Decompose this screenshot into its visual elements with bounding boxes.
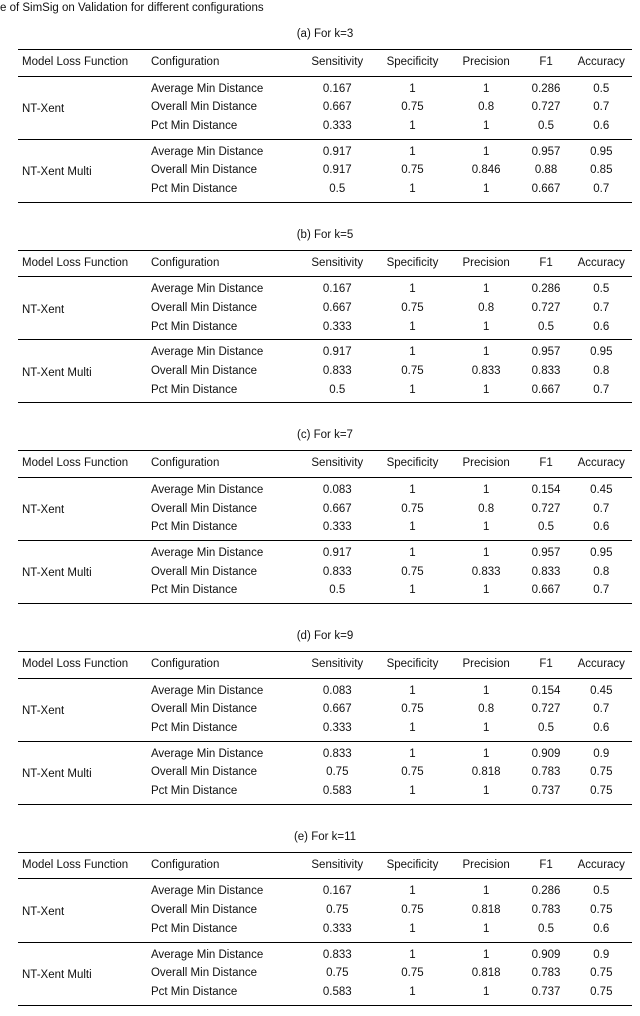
column-header: Sensitivity (311, 457, 364, 470)
column-header: Accuracy (577, 56, 625, 68)
value-cell: 1 (482, 547, 490, 560)
configuration-cell: Overall Min Distance (150, 904, 258, 917)
value-cell: 1 (409, 120, 416, 133)
configuration-cell: Pct Min Distance (150, 320, 238, 333)
value-cell: 0.727 (531, 703, 561, 716)
value-cell: 0.083 (322, 484, 352, 497)
subtables-container (18, 28, 632, 1006)
value-cell: 0.154 (531, 484, 561, 497)
column-header: Accuracy (577, 457, 625, 470)
value-cell: 1 (482, 183, 490, 196)
results-table (18, 651, 632, 805)
value-cell: 0.5 (329, 183, 346, 196)
value-cell: 0.957 (531, 346, 561, 359)
column-header: Specificity (386, 256, 439, 269)
value-cell: 0.818 (471, 766, 501, 779)
value-cell: 0.917 (322, 346, 352, 359)
value-cell: 0.667 (322, 302, 352, 315)
value-cell: 0.667 (322, 703, 352, 716)
value-cell: 1 (482, 346, 490, 359)
value-cell: 0.737 (531, 785, 561, 798)
column-header: Specificity (386, 56, 439, 68)
header-row (18, 250, 632, 277)
value-cell: 0.75 (326, 766, 349, 779)
column-header: Accuracy (577, 658, 625, 671)
value-cell: 0.5 (538, 722, 555, 735)
value-cell: 1 (409, 948, 416, 961)
model-loss-function-cell: NT-Xent Multi (22, 767, 92, 780)
value-cell: 0.6 (593, 120, 610, 133)
value-cell: 1 (482, 484, 490, 497)
table-block (18, 831, 632, 1006)
value-cell: 0.727 (531, 502, 561, 515)
value-cell: 0.5 (538, 521, 555, 534)
table-row (18, 139, 632, 161)
column-header: Accuracy (577, 858, 625, 871)
value-cell: 0.167 (322, 885, 352, 898)
value-cell: 0.818 (471, 967, 501, 980)
header-row (18, 50, 632, 77)
table-row (18, 942, 632, 964)
configuration-cell: Overall Min Distance (150, 565, 258, 578)
value-cell: 0.5 (538, 320, 555, 333)
value-cell: 0.833 (322, 948, 352, 961)
value-cell: 0.583 (322, 785, 352, 798)
configuration-cell: Average Min Distance (150, 484, 264, 497)
value-cell: 0.333 (322, 120, 352, 133)
column-header: Configuration (150, 858, 220, 871)
value-cell: 0.75 (590, 985, 613, 998)
value-cell: 0.75 (401, 302, 424, 315)
model-group (18, 942, 632, 1005)
value-cell: 0.154 (531, 684, 561, 697)
value-cell: 0.957 (531, 547, 561, 560)
value-cell: 0.45 (590, 684, 613, 697)
value-cell: 0.45 (590, 484, 613, 497)
value-cell: 1 (409, 283, 416, 296)
configuration-cell: Pct Min Distance (150, 985, 238, 998)
table-caption: (c) For k=7 (297, 429, 353, 442)
value-cell: 0.286 (531, 283, 561, 296)
value-cell: 0.75 (326, 967, 349, 980)
value-cell: 0.917 (322, 145, 352, 158)
configuration-cell: Overall Min Distance (150, 703, 258, 716)
value-cell: 0.917 (322, 547, 352, 560)
value-cell: 0.957 (531, 145, 561, 158)
value-cell: 1 (482, 584, 490, 597)
model-loss-function-cell: NT-Xent Multi (22, 366, 92, 379)
value-cell: 0.737 (531, 985, 561, 998)
value-cell: 0.286 (531, 885, 561, 898)
column-header: Precision (462, 256, 510, 269)
table-row (18, 478, 632, 500)
value-cell: 0.833 (471, 365, 501, 378)
page (0, 2, 632, 1006)
value-cell: 0.7 (593, 302, 610, 315)
model-group (18, 741, 632, 804)
table-caption: (e) For k=11 (293, 830, 357, 843)
value-cell: 1 (482, 922, 490, 935)
configuration-cell: Average Min Distance (150, 346, 264, 359)
value-cell: 0.8 (593, 565, 610, 578)
table-row (18, 340, 632, 362)
value-cell: 0.7 (593, 502, 610, 515)
model-group (18, 879, 632, 942)
value-cell: 1 (409, 183, 416, 196)
value-cell: 0.75 (590, 904, 613, 917)
value-cell: 1 (482, 684, 490, 697)
value-cell: 0.333 (322, 922, 352, 935)
value-cell: 1 (482, 283, 490, 296)
configuration-cell: Pct Min Distance (150, 584, 238, 597)
column-header: Specificity (386, 457, 439, 470)
configuration-cell: Overall Min Distance (150, 365, 258, 378)
configuration-cell: Overall Min Distance (150, 302, 258, 315)
value-cell: 1 (409, 785, 416, 798)
value-cell: 0.75 (401, 502, 424, 515)
value-cell: 0.7 (593, 703, 610, 716)
configuration-cell: Average Min Distance (150, 145, 264, 158)
value-cell: 1 (409, 521, 416, 534)
value-cell: 0.8 (593, 365, 610, 378)
table-block (18, 28, 632, 203)
value-cell: 1 (482, 722, 490, 735)
value-cell: 0.8 (478, 703, 495, 716)
model-group (18, 541, 632, 604)
value-cell: 0.6 (593, 320, 610, 333)
configuration-cell: Pct Min Distance (150, 722, 238, 735)
header-row (18, 852, 632, 879)
table-row (18, 76, 632, 98)
value-cell: 0.75 (590, 967, 613, 980)
value-cell: 1 (409, 985, 416, 998)
value-cell: 1 (409, 383, 416, 396)
column-header: Model Loss Function (22, 658, 129, 671)
model-group (18, 277, 632, 340)
configuration-cell: Average Min Distance (150, 283, 264, 296)
column-header: Precision (462, 658, 510, 671)
value-cell: 0.333 (322, 722, 352, 735)
value-cell: 0.75 (401, 101, 424, 114)
column-header: Model Loss Function (22, 858, 129, 871)
value-cell: 0.667 (531, 183, 561, 196)
value-cell: 0.833 (322, 747, 352, 760)
value-cell: 0.5 (329, 383, 346, 396)
value-cell: 0.286 (531, 82, 561, 95)
column-header: Precision (462, 858, 510, 871)
model-loss-function-cell: NT-Xent (22, 905, 65, 918)
value-cell: 0.6 (593, 722, 610, 735)
value-cell: 0.9 (593, 747, 610, 760)
value-cell: 0.333 (322, 521, 352, 534)
value-cell: 0.88 (534, 164, 558, 177)
table-main-caption-fragment: e of SimSig on Validation for different configurations (0, 2, 264, 14)
value-cell: 1 (409, 547, 416, 560)
model-group (18, 678, 632, 741)
value-cell: 0.833 (322, 365, 352, 378)
value-cell: 0.7 (593, 183, 610, 196)
value-cell: 1 (409, 346, 416, 359)
model-loss-function-cell: NT-Xent Multi (22, 968, 92, 981)
value-cell: 0.8 (478, 101, 495, 114)
value-cell: 0.667 (531, 584, 561, 597)
column-header: Specificity (386, 858, 439, 871)
model-loss-function-cell: NT-Xent (22, 504, 65, 517)
value-cell: 1 (482, 320, 490, 333)
value-cell: 0.75 (590, 785, 613, 798)
value-cell: 0.333 (322, 320, 352, 333)
value-cell: 1 (482, 521, 490, 534)
column-header: Sensitivity (311, 256, 364, 269)
value-cell: 0.727 (531, 302, 561, 315)
value-cell: 0.75 (401, 967, 424, 980)
value-cell: 0.75 (326, 904, 349, 917)
model-group (18, 76, 632, 139)
table-block (18, 429, 632, 604)
value-cell: 0.75 (401, 904, 424, 917)
configuration-cell: Pct Min Distance (150, 785, 238, 798)
column-header: Configuration (150, 457, 220, 470)
value-cell: 0.5 (538, 922, 555, 935)
value-cell: 0.95 (590, 547, 613, 560)
column-header: Model Loss Function (22, 256, 129, 269)
table-row (18, 741, 632, 763)
value-cell: 1 (409, 922, 416, 935)
results-table (18, 450, 632, 604)
column-header: Specificity (386, 658, 439, 671)
column-header: Configuration (150, 256, 220, 269)
value-cell: 0.818 (471, 904, 501, 917)
table-row (18, 678, 632, 700)
configuration-cell: Pct Min Distance (150, 183, 238, 196)
value-cell: 0.909 (531, 747, 561, 760)
column-header: Sensitivity (311, 56, 364, 68)
configuration-cell: Overall Min Distance (150, 101, 258, 114)
value-cell: 0.846 (471, 164, 501, 177)
value-cell: 0.95 (590, 145, 613, 158)
configuration-cell: Average Min Distance (150, 82, 264, 95)
value-cell: 0.75 (590, 766, 613, 779)
table-row (18, 541, 632, 563)
model-group (18, 478, 632, 541)
value-cell: 0.75 (401, 766, 424, 779)
value-cell: 1 (482, 985, 490, 998)
value-cell: 0.7 (593, 584, 610, 597)
value-cell: 1 (482, 785, 490, 798)
table-caption: (d) For k=9 (296, 630, 354, 643)
value-cell: 1 (409, 320, 416, 333)
value-cell: 0.85 (590, 164, 613, 177)
column-header: Sensitivity (311, 858, 364, 871)
configuration-cell: Average Min Distance (150, 747, 264, 760)
column-header: Precision (462, 56, 510, 68)
table-caption: (a) For k=3 (296, 28, 354, 40)
table-block (18, 229, 632, 404)
model-group (18, 340, 632, 403)
value-cell: 1 (482, 82, 490, 95)
table-caption: (b) For k=5 (296, 228, 354, 241)
configuration-cell: Average Min Distance (150, 885, 264, 898)
value-cell: 1 (482, 948, 490, 961)
configuration-cell: Average Min Distance (150, 547, 264, 560)
value-cell: 0.783 (531, 904, 561, 917)
table-block (18, 630, 632, 805)
value-cell: 1 (482, 747, 490, 760)
configuration-cell: Overall Min Distance (150, 164, 258, 177)
value-cell: 0.7 (593, 101, 610, 114)
value-cell: 0.667 (531, 383, 561, 396)
value-cell: 0.5 (593, 82, 610, 95)
value-cell: 0.833 (322, 565, 352, 578)
results-table (18, 49, 632, 203)
configuration-cell: Pct Min Distance (150, 922, 238, 935)
value-cell: 0.167 (322, 283, 352, 296)
value-cell: 0.75 (401, 164, 424, 177)
model-loss-function-cell: NT-Xent Multi (22, 567, 92, 580)
value-cell: 1 (482, 885, 490, 898)
value-cell: 0.75 (401, 703, 424, 716)
column-header: Accuracy (577, 256, 625, 269)
value-cell: 0.9 (593, 948, 610, 961)
column-header: Configuration (150, 658, 220, 671)
value-cell: 0.8 (478, 302, 495, 315)
value-cell: 0.6 (593, 922, 610, 935)
value-cell: 1 (409, 82, 416, 95)
column-header: F1 (539, 858, 553, 871)
model-group (18, 139, 632, 202)
value-cell: 1 (409, 584, 416, 597)
value-cell: 1 (409, 145, 416, 158)
column-header: Precision (462, 457, 510, 470)
value-cell: 1 (409, 722, 416, 735)
value-cell: 0.833 (471, 565, 501, 578)
value-cell: 0.75 (401, 565, 424, 578)
configuration-cell: Overall Min Distance (150, 766, 258, 779)
value-cell: 1 (409, 885, 416, 898)
value-cell: 1 (482, 145, 490, 158)
header-row (18, 652, 632, 679)
configuration-cell: Overall Min Distance (150, 502, 258, 515)
configuration-cell: Overall Min Distance (150, 967, 258, 980)
table-row (18, 879, 632, 901)
configuration-cell: Pct Min Distance (150, 120, 238, 133)
value-cell: 0.583 (322, 985, 352, 998)
column-header: F1 (539, 256, 553, 269)
table-row (18, 277, 632, 299)
column-header: F1 (539, 457, 553, 470)
value-cell: 0.783 (531, 766, 561, 779)
value-cell: 0.667 (322, 502, 352, 515)
configuration-cell: Average Min Distance (150, 684, 264, 697)
model-loss-function-cell: NT-Xent (22, 704, 65, 717)
value-cell: 0.75 (401, 365, 424, 378)
value-cell: 0.7 (593, 383, 610, 396)
value-cell: 1 (482, 120, 490, 133)
column-header: Sensitivity (311, 658, 364, 671)
column-header: Configuration (150, 56, 220, 68)
value-cell: 0.833 (531, 565, 561, 578)
value-cell: 0.6 (593, 521, 610, 534)
configuration-cell: Pct Min Distance (150, 521, 238, 534)
value-cell: 0.909 (531, 948, 561, 961)
column-header: F1 (539, 56, 553, 68)
configuration-cell: Pct Min Distance (150, 383, 238, 396)
value-cell: 1 (482, 383, 490, 396)
header-row (18, 451, 632, 478)
value-cell: 0.083 (322, 684, 352, 697)
value-cell: 0.95 (590, 346, 613, 359)
model-loss-function-cell: NT-Xent Multi (22, 165, 92, 178)
value-cell: 0.727 (531, 101, 561, 114)
column-header: F1 (539, 658, 553, 671)
column-header: Model Loss Function (22, 457, 129, 470)
value-cell: 0.5 (593, 885, 610, 898)
model-loss-function-cell: NT-Xent (22, 303, 65, 316)
value-cell: 0.917 (322, 164, 352, 177)
value-cell: 1 (409, 484, 416, 497)
value-cell: 0.167 (322, 82, 352, 95)
configuration-cell: Average Min Distance (150, 948, 264, 961)
value-cell: 1 (409, 747, 416, 760)
column-header: Model Loss Function (22, 56, 129, 68)
value-cell: 0.833 (531, 365, 561, 378)
value-cell: 1 (409, 684, 416, 697)
results-table (18, 852, 632, 1006)
model-loss-function-cell: NT-Xent (22, 102, 65, 115)
value-cell: 0.5 (538, 120, 555, 133)
value-cell: 0.783 (531, 967, 561, 980)
value-cell: 0.667 (322, 101, 352, 114)
value-cell: 0.5 (593, 283, 610, 296)
results-table (18, 250, 632, 404)
value-cell: 0.5 (329, 584, 346, 597)
value-cell: 0.8 (478, 502, 495, 515)
